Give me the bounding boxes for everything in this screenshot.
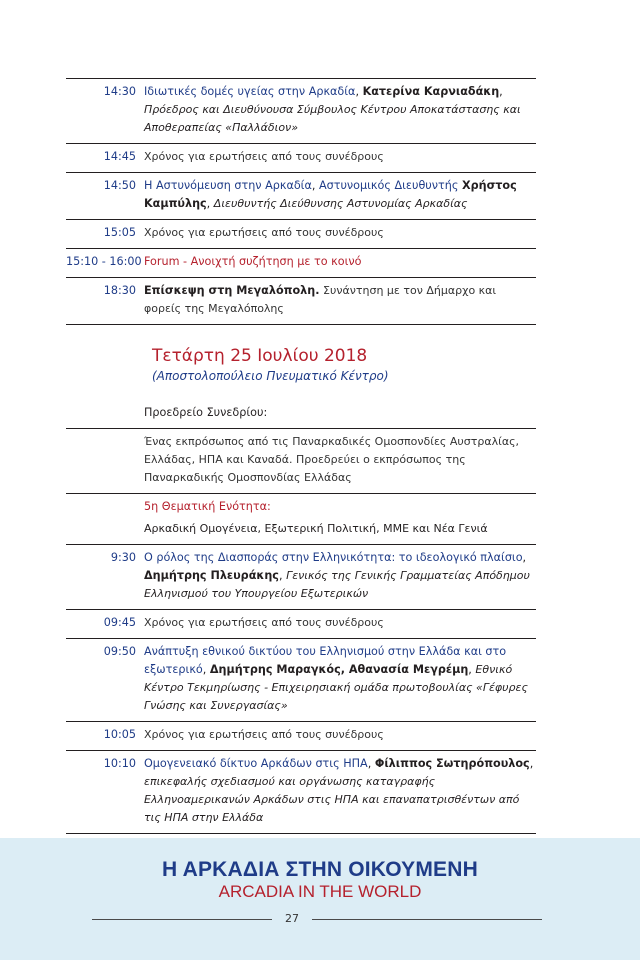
session-row: 10:10 Ομογενειακό δίκτυο Αρκάδων στις ΗΠΑ, Φίλιππος Σωτηρόπουλος, επικεφαλής σχεδιασμού και οργάνωσης καταγραφής Ελληνοαμερικανών Αρκάδων στις ΗΠΑ και επαναπατρισθέντων από τις ΗΠΑ στην Ελλάδα xyxy=(66,750,536,834)
speaker-name: Δημήτρης Πλευράκης xyxy=(144,569,279,582)
speaker-rank: Αστυνομικός Διευθυντής xyxy=(318,179,459,192)
session-text: Χρόνος για ερωτήσεις από τους συνέδρους xyxy=(144,616,384,629)
session-time: 09:50 xyxy=(103,645,136,658)
divider xyxy=(312,919,542,920)
schedule-wednesday xyxy=(66,400,536,834)
speaker-name: Δημήτρης Μαραγκός, Αθανασία Μεγρέμη xyxy=(209,663,469,676)
session-row: 9:30 Ο ρόλος της Διασποράς στην Ελληνικότητα: το ιδεολογικό πλαίσιο, Δημήτρης Πλευράκης, Γενικός της Γενικής Γραμματείας Απόδημου Ελληνισμού του Υπουργείου Εξωτερικών xyxy=(66,544,536,609)
session-time: 14:50 xyxy=(103,179,136,192)
session-title: Η Αστυνόμευση στην Αρκαδία xyxy=(144,179,312,192)
session-time: 09:45 xyxy=(103,616,136,629)
unit-heading: 5η Θεματική Ενότητα: xyxy=(144,500,271,513)
speaker-role: Γενικός της Γενικής Γραμματείας Απόδημου Ελληνισμού του Υπουργείου Εξωτερικών xyxy=(144,569,530,600)
session-row: 09:50 Ανάπτυξη εθνικού δικτύου του Ελληνισμού στην Ελλάδα και στο εξωτερικό, Δημήτρης Μαραγκός, Αθανασία Μεγρέμη, Εθνικό Κέντρο Τεκμηρίωσης - Επιχειρησιακή ομάδα πρωτοβουλίας «Γέφυρες Γνώσης και Συνεργασίας» xyxy=(66,638,536,721)
session-time: 9:30 xyxy=(110,551,136,564)
footer-subtitle: ARCADIA IN THE WORLD xyxy=(218,882,422,901)
day-place: (Αποστολοπούλειο Πνευματικό Κέντρο) xyxy=(152,369,389,383)
session-title: Ομογενειακό δίκτυο Αρκάδων στις ΗΠΑ xyxy=(144,757,368,770)
session-row: 14:50 Η Αστυνόμευση στην Αρκαδία, Αστυνομικός Διευθυντής Χρήστος Καμπύλης, Διευθυντής Διεύθυνσης Αστυνομίας Αρκαδίας xyxy=(66,172,536,219)
session-title: Ιδιωτικές δομές υγείας στην Αρκαδία xyxy=(144,85,356,98)
day-heading xyxy=(152,344,389,384)
session-row xyxy=(66,721,536,750)
speaker-role: επικεφαλής σχεδιασμού και οργάνωσης καταγραφής Ελληνοαμερικανών Αρκάδων στις ΗΠΑ και επαναπατρισθέντων από τις ΗΠΑ στην Ελλάδα xyxy=(144,775,520,824)
session-time: 10:05 xyxy=(103,728,136,741)
session-text: Συνάντηση με τον Δήμαρχο και φορείς της Μεγαλόπολης xyxy=(144,284,497,315)
session-title: Ο ρόλος της Διασποράς στην Ελληνικότητα: το ιδεολογικό πλαίσιο xyxy=(144,551,523,564)
page-number: 27 xyxy=(285,912,299,925)
divider xyxy=(92,919,272,920)
speaker-name: Κατερίνα Καρνιαδάκη xyxy=(362,85,500,98)
footer-title: Η ΑΡΚΑΔΙΑ ΣΤΗΝ ΟΙΚΟΥΜΕΝΗ xyxy=(161,858,478,881)
session-title: Επίσκεψη στη Μεγαλόπολη. xyxy=(144,284,320,297)
session-row: 14:30 Ιδιωτικές δομές υγείας στην Αρκαδία, Κατερίνα Καρνιαδάκη, Πρόεδρος και Διευθύνουσα Σύμβουλος Κέντρου Αποκατάστασης και Αποθεραπείας «Παλλάδιον» xyxy=(66,78,536,143)
session-time: 10:10 xyxy=(103,757,136,770)
day-title: Τετάρτη 25 Ιουλίου 2018 xyxy=(152,346,368,366)
session-time: 15:05 xyxy=(103,226,136,239)
speaker-name: Χρήστος Καμπύλης xyxy=(144,179,517,210)
session-time: 15:10 - 16:00 xyxy=(66,255,142,268)
presidium-row xyxy=(66,428,536,493)
session-text: Χρόνος για ερωτήσεις από τους συνέδρους xyxy=(144,150,384,163)
session-row xyxy=(66,219,536,248)
session-title: Ανάπτυξη εθνικού δικτύου του Ελληνισμού στην Ελλάδα και στο εξωτερικό xyxy=(144,645,507,676)
unit-subtitle: Αρκαδική Ομογένεια, Εξωτερική Πολιτική, ΜΜΕ και Νέα Γενιά xyxy=(144,522,488,535)
session-time: 14:45 xyxy=(103,150,136,163)
session-row xyxy=(66,609,536,638)
page-footer xyxy=(0,838,640,960)
presidium-heading: Προεδρείο Συνεδρίου: xyxy=(144,406,268,419)
session-time: 18:30 xyxy=(103,284,136,297)
schedule-afternoon xyxy=(66,78,536,325)
session-row xyxy=(66,277,536,325)
session-row xyxy=(66,143,536,172)
presidium-text: Ένας εκπρόσωπος από τις Παναρκαδικές Ομοσπονδίες Αυστραλίας, Ελλάδας, ΗΠΑ και Καναδά. Προεδρεύει ο εκπρόσωπος της Παναρκαδικής Ομοσπονδίας Ελλάδας xyxy=(144,435,520,484)
speaker-role: Εθνικό Κέντρο Τεκμηρίωσης - Επιχειρησιακή ομάδα πρωτοβουλίας «Γέφυρες Γνώσης και Συνεργασίας» xyxy=(144,663,528,712)
session-time: 14:30 xyxy=(103,85,136,98)
presidium-heading-row xyxy=(66,400,536,428)
speaker-name: Φίλιππος Σωτηρόπουλος xyxy=(374,757,530,770)
unit-heading-row xyxy=(66,493,536,544)
speaker-role: Πρόεδρος και Διευθύνουσα Σύμβουλος Κέντρου Αποκατάστασης και Αποθεραπείας «Παλλάδιον» xyxy=(144,103,521,134)
session-row xyxy=(66,248,536,277)
session-text: Χρόνος για ερωτήσεις από τους συνέδρους xyxy=(144,728,384,741)
forum-text: Forum - Ανοιχτή συζήτηση με το κοινό xyxy=(144,255,362,268)
speaker-role: Διευθυντής Διεύθυνσης Αστυνομίας Αρκαδίας xyxy=(213,197,468,210)
session-text: Χρόνος για ερωτήσεις από τους συνέδρους xyxy=(144,226,384,239)
